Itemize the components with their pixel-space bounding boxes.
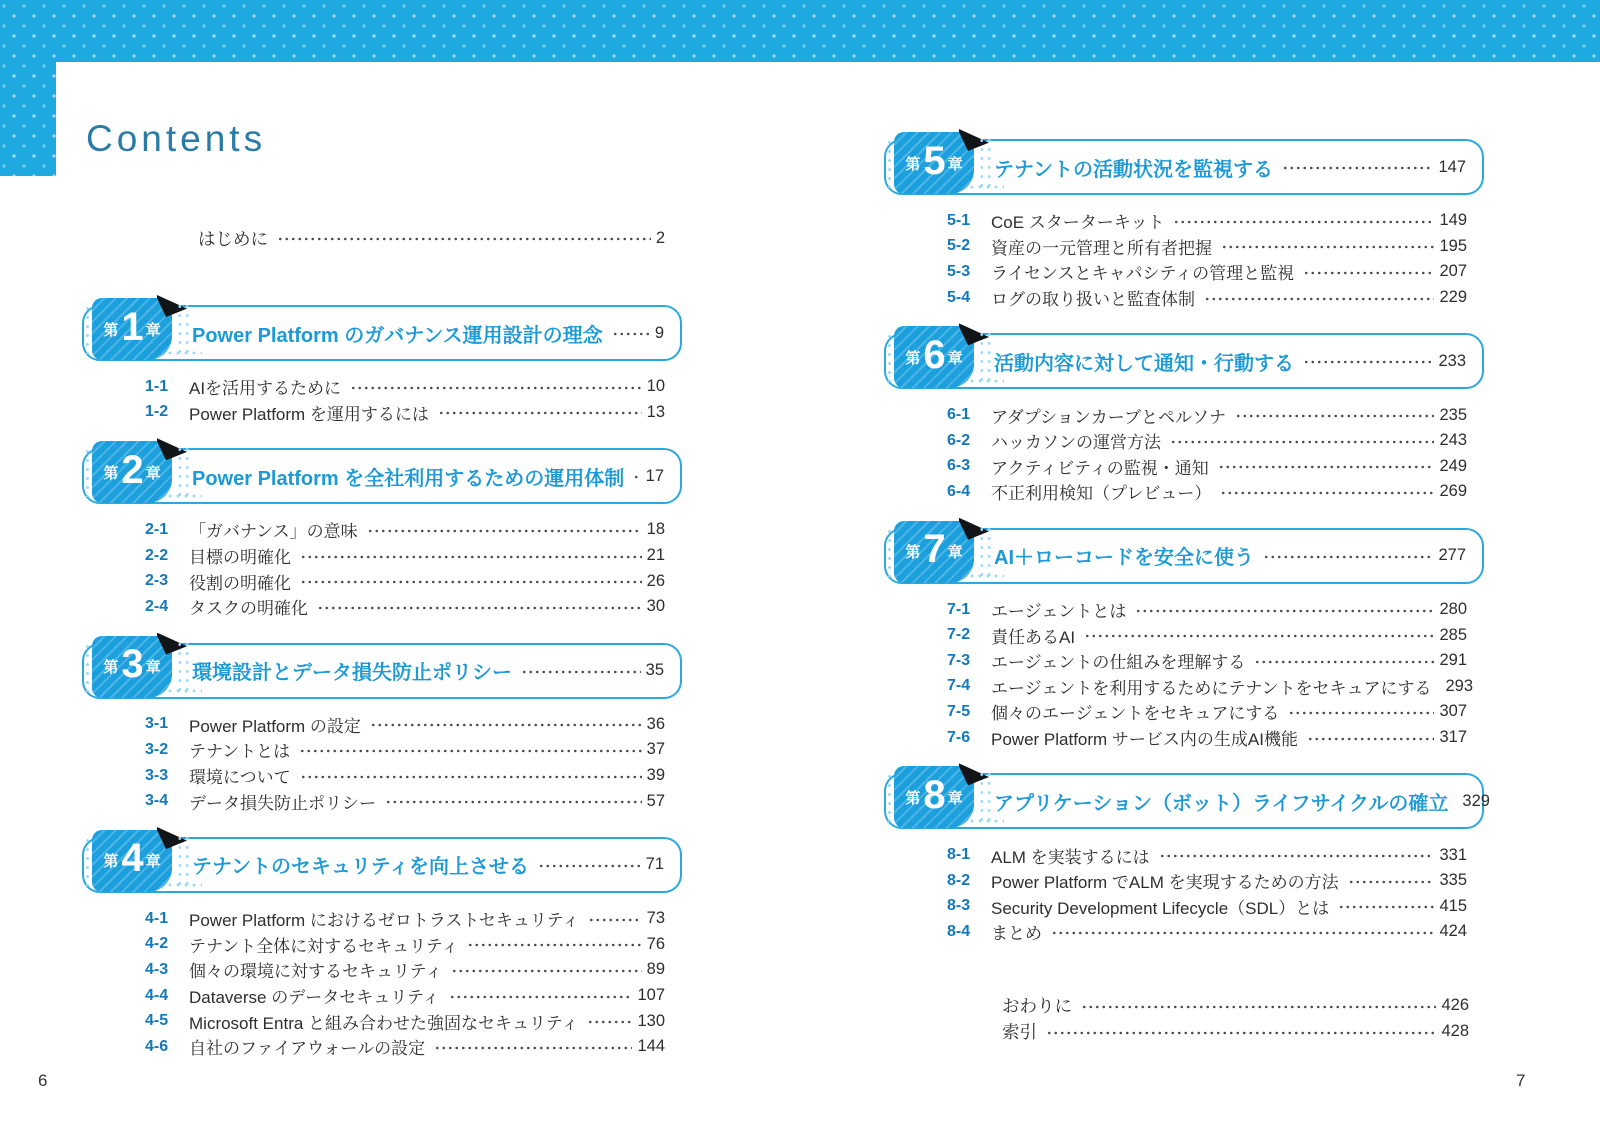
section-number: 6-4 bbox=[947, 482, 971, 500]
toc-entry bbox=[947, 674, 1474, 700]
chapter-title: Power Platform を全社利用するための運用体制 bbox=[192, 467, 625, 490]
badge-suffix: 章 bbox=[947, 789, 963, 807]
toc-entry bbox=[145, 957, 665, 983]
section-title: Power Platform サービス内の生成AI機能 bbox=[991, 730, 1298, 750]
section-title: 環境について bbox=[189, 768, 291, 788]
dot-leader bbox=[300, 771, 642, 783]
badge-suffix: 章 bbox=[947, 544, 963, 562]
section-number: 5-1 bbox=[947, 211, 971, 229]
section-page: 331 bbox=[1439, 845, 1467, 864]
section-page: 10 bbox=[646, 377, 665, 396]
decorative-dots-icon bbox=[978, 525, 993, 581]
badge-prefix: 第 bbox=[103, 464, 119, 482]
chapter-title: AI＋ローコードを安全に使う bbox=[994, 547, 1254, 570]
chapter-page: 9 bbox=[654, 323, 664, 342]
section-page: 144 bbox=[637, 1037, 665, 1056]
decorative-dots-icon bbox=[176, 302, 191, 358]
chapter-page: 277 bbox=[1438, 546, 1466, 565]
dot-leader bbox=[1159, 850, 1435, 862]
decorative-dots-icon bbox=[176, 834, 191, 890]
toc-entry bbox=[145, 1034, 665, 1060]
dot-leader bbox=[612, 328, 650, 340]
toc-entry bbox=[145, 594, 665, 620]
section-number: 3-1 bbox=[145, 715, 169, 733]
decorative-dots-icon bbox=[84, 642, 90, 692]
dot-leader bbox=[385, 796, 642, 808]
section-title: 個々の環境に対するセキュリティ bbox=[189, 962, 443, 982]
section-page: 207 bbox=[1439, 262, 1467, 281]
chapter-page: 71 bbox=[645, 855, 664, 874]
decorative-dots-icon bbox=[978, 136, 993, 192]
dot-leader bbox=[633, 471, 640, 483]
dot-leader bbox=[1135, 605, 1434, 617]
section-title: 資産の一元管理と所有者把握 bbox=[991, 238, 1212, 258]
toc-entry bbox=[145, 374, 665, 400]
chapter-6-heading bbox=[884, 333, 1484, 389]
badge-suffix: 章 bbox=[947, 155, 963, 173]
dot-leader bbox=[277, 233, 651, 245]
section-title: まとめ bbox=[991, 924, 1042, 944]
outro-label: おわりに bbox=[1002, 996, 1072, 1017]
badge-prefix: 第 bbox=[103, 321, 119, 339]
section-page: 13 bbox=[646, 402, 665, 421]
decorative-dots-icon bbox=[84, 836, 90, 886]
chapter-4-sections bbox=[145, 906, 665, 1060]
dot-leader bbox=[521, 666, 641, 678]
header-dot-band bbox=[0, 0, 1600, 62]
chapter-7-sections bbox=[947, 597, 1474, 751]
section-title: ログの取り扱いと監査体制 bbox=[991, 290, 1195, 310]
toc-entry bbox=[947, 479, 1467, 505]
chapter-title: アプリケーション（ボット）ライフサイクルの確立 bbox=[994, 792, 1449, 815]
dot-leader bbox=[1084, 630, 1434, 642]
section-number: 1-2 bbox=[145, 403, 169, 421]
dot-leader bbox=[1081, 1001, 1436, 1013]
section-title: ライセンスとキャパシティの管理と監視 bbox=[991, 264, 1295, 284]
section-page: 307 bbox=[1439, 702, 1467, 721]
dot-leader bbox=[438, 407, 642, 419]
dot-leader bbox=[1173, 216, 1434, 228]
chapter-1-block bbox=[82, 305, 682, 425]
decorative-dots-icon bbox=[176, 640, 191, 696]
chapter-5-heading bbox=[884, 139, 1484, 195]
section-page: 285 bbox=[1439, 625, 1467, 644]
section-number: 3-4 bbox=[145, 792, 169, 810]
page-number-left: 6 bbox=[38, 1071, 48, 1090]
section-number: 7-1 bbox=[947, 600, 971, 618]
dot-leader bbox=[538, 860, 641, 872]
toc-entry bbox=[145, 568, 665, 594]
toc-entry bbox=[947, 842, 1467, 868]
section-page: 107 bbox=[637, 986, 665, 1005]
chapter-3-heading bbox=[82, 643, 682, 699]
right-page-column bbox=[884, 138, 1490, 1045]
outro-page: 428 bbox=[1441, 1022, 1469, 1041]
dot-leader bbox=[1338, 901, 1434, 913]
toc-entry bbox=[947, 648, 1467, 674]
toc-entry-outro bbox=[1002, 1019, 1469, 1045]
section-number: 7-2 bbox=[947, 626, 971, 644]
badge-number: 3 bbox=[121, 642, 143, 687]
toc-entry bbox=[947, 285, 1467, 311]
page-title: Contents bbox=[86, 118, 267, 159]
dot-leader bbox=[1046, 1027, 1436, 1039]
chapter-1-badge bbox=[92, 298, 172, 360]
section-page: 249 bbox=[1439, 456, 1467, 475]
section-page: 18 bbox=[646, 520, 665, 539]
section-title: 責任あるAI bbox=[991, 627, 1076, 647]
chapter-title: 環境設計とデータ損失防止ポリシー bbox=[192, 662, 512, 685]
section-title: 不正利用検知（プレビュー） bbox=[991, 484, 1212, 504]
dot-leader bbox=[299, 745, 641, 757]
section-number: 4-5 bbox=[145, 1012, 169, 1030]
chapter-8-sections bbox=[947, 842, 1467, 944]
section-number: 8-1 bbox=[947, 846, 971, 864]
section-page: 235 bbox=[1439, 405, 1467, 424]
chapter-6-badge bbox=[894, 326, 974, 388]
chapter-5-badge bbox=[894, 132, 974, 194]
dot-leader bbox=[370, 719, 642, 731]
toc-entry bbox=[145, 906, 665, 932]
section-title: Power Platform におけるゼロトラストセキュリティ bbox=[189, 911, 580, 931]
toc-entry-outro bbox=[1002, 993, 1469, 1019]
section-number: 4-2 bbox=[145, 935, 169, 953]
decorative-dots-icon bbox=[978, 770, 993, 826]
section-number: 6-2 bbox=[947, 431, 971, 449]
intro-label: はじめに bbox=[198, 228, 268, 249]
section-number: 8-3 bbox=[947, 897, 971, 915]
toc-entry bbox=[145, 1008, 665, 1034]
chapter-page: 17 bbox=[645, 466, 664, 485]
toc-entry bbox=[145, 763, 665, 789]
chapter-6-block bbox=[884, 333, 1484, 504]
section-number: 8-4 bbox=[947, 922, 971, 940]
badge-prefix: 第 bbox=[103, 853, 119, 871]
chapter-title: Power Platform のガバナンス運用設計の理念 bbox=[192, 324, 603, 347]
badge-number: 8 bbox=[923, 772, 945, 817]
dot-leader bbox=[1303, 267, 1434, 279]
outro-page: 426 bbox=[1441, 996, 1469, 1015]
toc-entry bbox=[145, 983, 665, 1009]
toc-entry bbox=[145, 517, 665, 543]
toc-entry bbox=[947, 919, 1467, 945]
toc-entry bbox=[947, 868, 1467, 894]
left-dot-band bbox=[0, 0, 56, 176]
toc-entry bbox=[145, 932, 665, 958]
section-title: AIを活用するために bbox=[189, 379, 342, 399]
intro-page: 2 bbox=[655, 228, 665, 247]
decorative-dots-icon bbox=[886, 332, 892, 382]
chapter-page: 35 bbox=[645, 661, 664, 680]
decorative-dots-icon bbox=[886, 527, 892, 577]
dot-leader bbox=[434, 1042, 632, 1054]
section-page: 21 bbox=[646, 546, 665, 565]
section-number: 4-4 bbox=[145, 986, 169, 1004]
outro-entries bbox=[1002, 993, 1469, 1045]
badge-suffix: 章 bbox=[145, 321, 161, 339]
badge-number: 2 bbox=[121, 447, 143, 492]
badge-prefix: 第 bbox=[905, 789, 921, 807]
section-title: 個々のエージェントをセキュアにする bbox=[991, 704, 1280, 724]
chapter-3-block bbox=[82, 643, 682, 814]
badge-number: 7 bbox=[923, 527, 945, 572]
section-page: 243 bbox=[1439, 431, 1467, 450]
section-number: 4-1 bbox=[145, 909, 169, 927]
chapter-3-sections bbox=[145, 712, 665, 814]
section-number: 5-2 bbox=[947, 237, 971, 255]
decorative-dots-icon bbox=[886, 138, 892, 188]
section-title: エージェントとは bbox=[991, 602, 1127, 622]
dot-leader bbox=[300, 551, 642, 563]
section-page: 26 bbox=[646, 571, 665, 590]
decorative-dots-icon bbox=[84, 447, 90, 497]
dot-leader bbox=[1220, 487, 1434, 499]
section-page: 280 bbox=[1439, 600, 1467, 619]
section-title: ハッカソンの運営方法 bbox=[991, 433, 1161, 453]
decorative-dots-icon bbox=[978, 330, 993, 386]
section-title: 役割の明確化 bbox=[189, 573, 291, 593]
section-title: アダプションカーブとペルソナ bbox=[991, 407, 1226, 427]
section-number: 7-4 bbox=[947, 677, 971, 695]
toc-entry bbox=[947, 208, 1467, 234]
section-title: テナント全体に対するセキュリティ bbox=[189, 936, 459, 956]
section-title: 目標の明確化 bbox=[189, 548, 291, 568]
page-number-right: 7 bbox=[1516, 1071, 1526, 1090]
section-page: 149 bbox=[1439, 211, 1467, 230]
chapter-page: 147 bbox=[1438, 157, 1466, 176]
section-title: Power Platform の設定 bbox=[189, 716, 361, 736]
chapter-page: 329 bbox=[1462, 791, 1490, 810]
chapter-8-heading bbox=[884, 772, 1490, 829]
section-title: Dataverse のデータセキュリティ bbox=[189, 988, 440, 1008]
dot-leader bbox=[1288, 707, 1434, 719]
dot-leader bbox=[1348, 876, 1435, 888]
badge-suffix: 章 bbox=[145, 853, 161, 871]
badge-prefix: 第 bbox=[905, 349, 921, 367]
dot-leader bbox=[1204, 293, 1434, 305]
section-title: エージェントを利用するためにテナントをセキュアにする bbox=[991, 678, 1432, 698]
section-number: 4-3 bbox=[145, 960, 169, 978]
chapter-7-badge bbox=[894, 521, 974, 583]
chapter-2-sections bbox=[145, 517, 665, 619]
section-title: テナントとは bbox=[189, 742, 291, 762]
toc-entry bbox=[947, 622, 1467, 648]
section-number: 8-2 bbox=[947, 871, 971, 889]
section-number: 7-6 bbox=[947, 728, 971, 746]
section-number: 2-3 bbox=[145, 572, 169, 590]
dot-leader bbox=[367, 525, 642, 537]
badge-prefix: 第 bbox=[905, 544, 921, 562]
toc-entry bbox=[145, 788, 665, 814]
dot-leader bbox=[300, 576, 642, 588]
section-title: タスクの明確化 bbox=[189, 599, 308, 619]
section-title: データ損失防止ポリシー bbox=[189, 793, 376, 813]
toc-entry bbox=[947, 725, 1467, 751]
chapter-5-block bbox=[884, 139, 1484, 310]
chapter-6-sections bbox=[947, 402, 1467, 504]
section-title: Microsoft Entra と組み合わせた強固なセキュリティ bbox=[189, 1013, 579, 1033]
toc-entry bbox=[145, 737, 665, 763]
toc-entry bbox=[145, 712, 665, 738]
dot-leader bbox=[1218, 461, 1435, 473]
chapter-4-heading bbox=[82, 837, 682, 893]
badge-number: 4 bbox=[121, 836, 143, 881]
section-number: 7-3 bbox=[947, 651, 971, 669]
section-page: 39 bbox=[646, 766, 665, 785]
left-page-column bbox=[82, 225, 682, 1060]
dot-leader bbox=[1235, 410, 1435, 422]
section-number: 3-2 bbox=[145, 740, 169, 758]
section-title: CoE スターターキット bbox=[991, 213, 1165, 233]
badge-number: 5 bbox=[923, 138, 945, 183]
badge-number: 1 bbox=[121, 304, 143, 349]
section-title: Power Platform を運用するには bbox=[189, 404, 429, 424]
chapter-2-block bbox=[82, 448, 682, 619]
section-page: 73 bbox=[646, 909, 665, 928]
section-number: 6-3 bbox=[947, 457, 971, 475]
dot-leader bbox=[1307, 733, 1434, 745]
chapter-1-sections bbox=[145, 374, 665, 425]
toc-entry bbox=[947, 454, 1467, 480]
section-number: 2-4 bbox=[145, 597, 169, 615]
dot-leader bbox=[1254, 656, 1434, 668]
decorative-dots-icon bbox=[176, 445, 191, 501]
chapter-page: 233 bbox=[1438, 351, 1466, 370]
section-page: 335 bbox=[1439, 871, 1467, 890]
chapter-title: テナントのセキュリティを向上させる bbox=[192, 856, 529, 879]
badge-suffix: 章 bbox=[947, 349, 963, 367]
toc-entry bbox=[145, 400, 665, 426]
section-page: 76 bbox=[646, 934, 665, 953]
toc-entry-intro bbox=[198, 225, 665, 251]
toc-entry bbox=[947, 428, 1467, 454]
dot-leader bbox=[451, 965, 641, 977]
toc-entry bbox=[145, 543, 665, 569]
chapter-2-heading bbox=[82, 448, 682, 504]
section-page: 57 bbox=[646, 791, 665, 810]
chapter-3-badge bbox=[92, 636, 172, 698]
section-page: 317 bbox=[1439, 728, 1467, 747]
chapter-7-heading bbox=[884, 528, 1484, 584]
dot-leader bbox=[449, 991, 633, 1003]
toc-entry bbox=[947, 894, 1467, 920]
section-page: 229 bbox=[1439, 288, 1467, 307]
toc-entry bbox=[947, 259, 1467, 285]
section-number: 5-3 bbox=[947, 262, 971, 280]
section-number: 2-1 bbox=[145, 520, 169, 538]
section-title: アクティビティの監視・通知 bbox=[991, 458, 1209, 478]
chapter-5-sections bbox=[947, 208, 1467, 310]
toc-entry bbox=[947, 234, 1467, 260]
section-number: 3-3 bbox=[145, 766, 169, 784]
toc-entry bbox=[947, 597, 1467, 623]
chapter-1-heading bbox=[82, 305, 682, 361]
section-number: 2-2 bbox=[145, 546, 169, 564]
chapter-8-block bbox=[884, 772, 1490, 944]
section-page: 37 bbox=[646, 740, 665, 759]
section-page: 30 bbox=[646, 597, 665, 616]
toc-entry bbox=[947, 402, 1467, 428]
section-title: 「ガバナンス」の意味 bbox=[189, 522, 358, 542]
section-page: 415 bbox=[1439, 896, 1467, 915]
section-title: ALM を実装するには bbox=[991, 847, 1150, 867]
dot-leader bbox=[1221, 241, 1434, 253]
badge-prefix: 第 bbox=[103, 659, 119, 677]
chapter-4-badge bbox=[92, 830, 172, 892]
section-number: 1-1 bbox=[145, 377, 169, 395]
section-page: 130 bbox=[637, 1011, 665, 1030]
dot-leader bbox=[350, 382, 642, 394]
section-number: 6-1 bbox=[947, 406, 971, 424]
section-number: 5-4 bbox=[947, 288, 971, 306]
decorative-dots-icon bbox=[84, 304, 90, 354]
dot-leader bbox=[1303, 356, 1433, 368]
badge-suffix: 章 bbox=[145, 659, 161, 677]
chapter-title: テナントの活動状況を監視する bbox=[994, 158, 1273, 181]
chapter-title: 活動内容に対して通知・行動する bbox=[994, 352, 1294, 375]
dot-leader bbox=[587, 1016, 632, 1028]
section-title: Power Platform でALM を実現するための方法 bbox=[991, 873, 1339, 893]
chapter-8-badge bbox=[894, 766, 974, 828]
dot-leader bbox=[1170, 436, 1434, 448]
chapter-7-block bbox=[884, 528, 1484, 751]
section-page: 291 bbox=[1439, 651, 1467, 670]
badge-prefix: 第 bbox=[905, 155, 921, 173]
dot-leader bbox=[588, 914, 641, 926]
badge-number: 6 bbox=[923, 332, 945, 377]
badge-suffix: 章 bbox=[145, 464, 161, 482]
dot-leader bbox=[467, 939, 641, 951]
decorative-dots-icon bbox=[886, 772, 892, 822]
dot-leader bbox=[1282, 162, 1433, 174]
section-number: 7-5 bbox=[947, 702, 971, 720]
chapter-2-badge bbox=[92, 441, 172, 503]
dot-leader bbox=[1263, 551, 1433, 563]
section-page: 89 bbox=[646, 960, 665, 979]
section-title: エージェントの仕組みを理解する bbox=[991, 653, 1246, 673]
section-number: 4-6 bbox=[145, 1037, 169, 1055]
dot-leader bbox=[317, 602, 642, 614]
chapter-4-block bbox=[82, 837, 682, 1060]
section-page: 195 bbox=[1439, 236, 1467, 255]
section-title: 自社のファイアウォールの設定 bbox=[189, 1039, 426, 1059]
section-page: 36 bbox=[646, 714, 665, 733]
outro-label: 索引 bbox=[1002, 1022, 1037, 1043]
section-title: Security Development Lifecycle（SDL）とは bbox=[991, 898, 1330, 918]
toc-entry bbox=[947, 699, 1467, 725]
section-page: 424 bbox=[1439, 922, 1467, 941]
section-page: 269 bbox=[1439, 482, 1467, 501]
section-page: 293 bbox=[1445, 676, 1474, 695]
dot-leader bbox=[1051, 927, 1434, 939]
